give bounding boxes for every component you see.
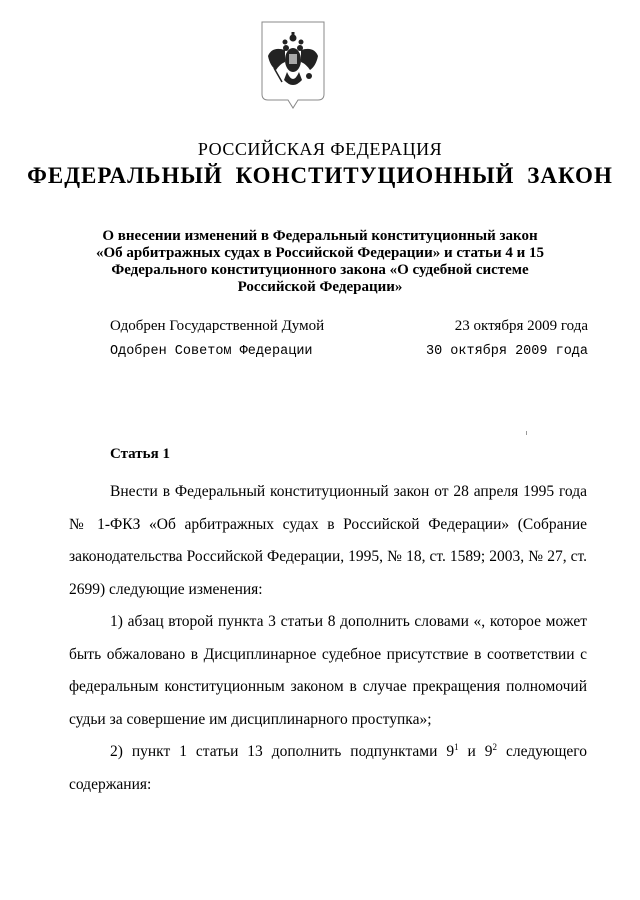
- item2-text-before: 2) пункт 1 статьи 13 дополнить подпунктами 9: [110, 743, 455, 760]
- approval-label: Одобрен Советом Федерации: [110, 344, 313, 359]
- subject-line: Российской Федерации»: [237, 279, 403, 295]
- superscript: 1: [454, 741, 459, 752]
- approval-duma: [110, 318, 588, 335]
- scan-speck: [526, 431, 527, 435]
- law-type-heading: ФЕДЕРАЛЬНЫЙ КОНСТИТУЦИОННЫЙ ЗАКОН: [27, 163, 613, 188]
- subject-line: О внесении изменений в Федеральный конституционный закон: [102, 228, 538, 244]
- item2-text-middle: и 9: [458, 743, 493, 760]
- approval-date: 23 октября 2009 года: [454, 318, 588, 334]
- country-heading: РОССИЙСКАЯ ФЕДЕРАЦИЯ: [197, 139, 443, 159]
- subject-line: «Об арбитражных судах в Российской Федерации» и статьи 4 и 15: [95, 245, 545, 261]
- russian-coat-of-arms-icon: [260, 20, 326, 110]
- item2-text-after: следующего содержания:: [69, 743, 587, 793]
- approval-federation-council: [110, 344, 588, 359]
- subject-line: Федерального конституционного закона «О судебной системе: [111, 262, 529, 278]
- article-paragraph: 1) абзац второй пункта 3 статьи 8 дополнить словами «, которое может быть обжаловано в Дисциплинарное судебное присутствие в соответствии с федеральным конституционным законом в случае прекращения полномочий судьи за совершение им дисциплинарного проступка»;: [69, 613, 587, 728]
- superscript: 2: [492, 741, 498, 752]
- law-subject: [0, 228, 640, 296]
- approval-label: Одобрен Государственной Думой: [110, 318, 325, 334]
- approval-date: 30 октября 2009 года: [425, 344, 588, 359]
- article-title: Статья 1: [110, 446, 170, 462]
- article-paragraph-item2: [69, 736, 587, 801]
- article-paragraph: Внести в Федеральный конституционный закон от 28 апреля 1995 года № 1-ФКЗ «Об арбитражных судах в Российской Федерации» (Собрание законодательства Российской Федерации, 1995, № 18, ст. 1589; 2003, № 27, ст. 2699) следующие изменения:: [69, 483, 587, 598]
